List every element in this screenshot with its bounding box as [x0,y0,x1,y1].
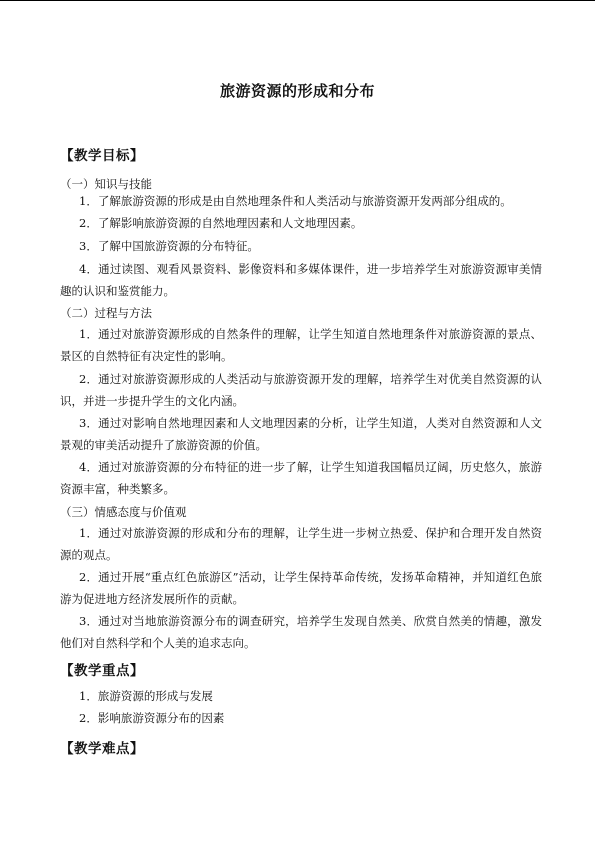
objective-process-item-3: 3．通过对影响自然地理因素和人文地理因素的分析，让学生知道，人类对自然资源和人文景观的审美活动提升了旅游资源的价值。 [60,416,542,452]
objective-knowledge-item-4: 4．通过读图、观看风景资料、影像资料和多媒体课件，进一步培养学生对旅游资源审美情趣的认识和鉴赏能力。 [60,262,542,298]
section-heading-key-points: 【教学重点】 [60,663,144,679]
objective-attitude-item-2: 2．通过开展“重点红色旅游区”活动，让学生保持革命传统，发扬革命精神，并知道红色旅游为促进地方经济发展所作的贡献。 [60,570,542,606]
subsection-label-process: （二）过程与方法 [60,306,152,320]
key-point-item-1: 1．旅游资源的形成与发展 [79,689,213,703]
key-point-item-2: 2．影响旅游资源分布的因素 [79,711,225,725]
top-rule [0,0,595,1]
objective-process-item-2: 2．通过对旅游资源形成的人类活动与旅游资源开发的理解，培养学生对优美自然资源的认识，并进一步提升学生的文化内涵。 [60,372,542,408]
objective-knowledge-item-3: 3．了解中国旅游资源的分布特征。 [79,239,259,253]
objective-attitude-item-1: 1．通过对旅游资源的形成和分布的理解，让学生进一步树立热爱、保护和合理开发自然资源的观点。 [60,526,542,562]
page-title: 旅游资源的形成和分布 [219,82,375,100]
section-heading-difficulties: 【教学难点】 [60,741,144,757]
subsection-label-knowledge: （一）知识与技能 [60,177,152,191]
objective-process-item-1: 1．通过对旅游资源形成的自然条件的理解，让学生知道自然地理条件对旅游资源的景点、景区的自然特征有决定性的影响。 [60,327,542,363]
objective-attitude-item-3: 3．通过对当地旅游资源分布的调查研究，培养学生发现自然美、欣赏自然美的情趣，激发他们对自然科学和个人美的追求志向。 [60,614,542,650]
objective-knowledge-item-2: 2．了解影响旅游资源的自然地理因素和人文地理因素。 [79,216,363,230]
subsection-label-attitude: （三）情感态度与价值观 [60,505,187,519]
objective-process-item-4: 4．通过对旅游资源的分布特征的进一步了解，让学生知道我国幅员辽阔，历史悠久，旅游资源丰富，种类繁多。 [60,460,542,496]
objective-knowledge-item-1: 1．了解旅游资源的形成是由自然地理条件和人类活动与旅游资源开发两部分组成的。 [79,194,512,208]
section-heading-objectives: 【教学目标】 [60,148,144,164]
